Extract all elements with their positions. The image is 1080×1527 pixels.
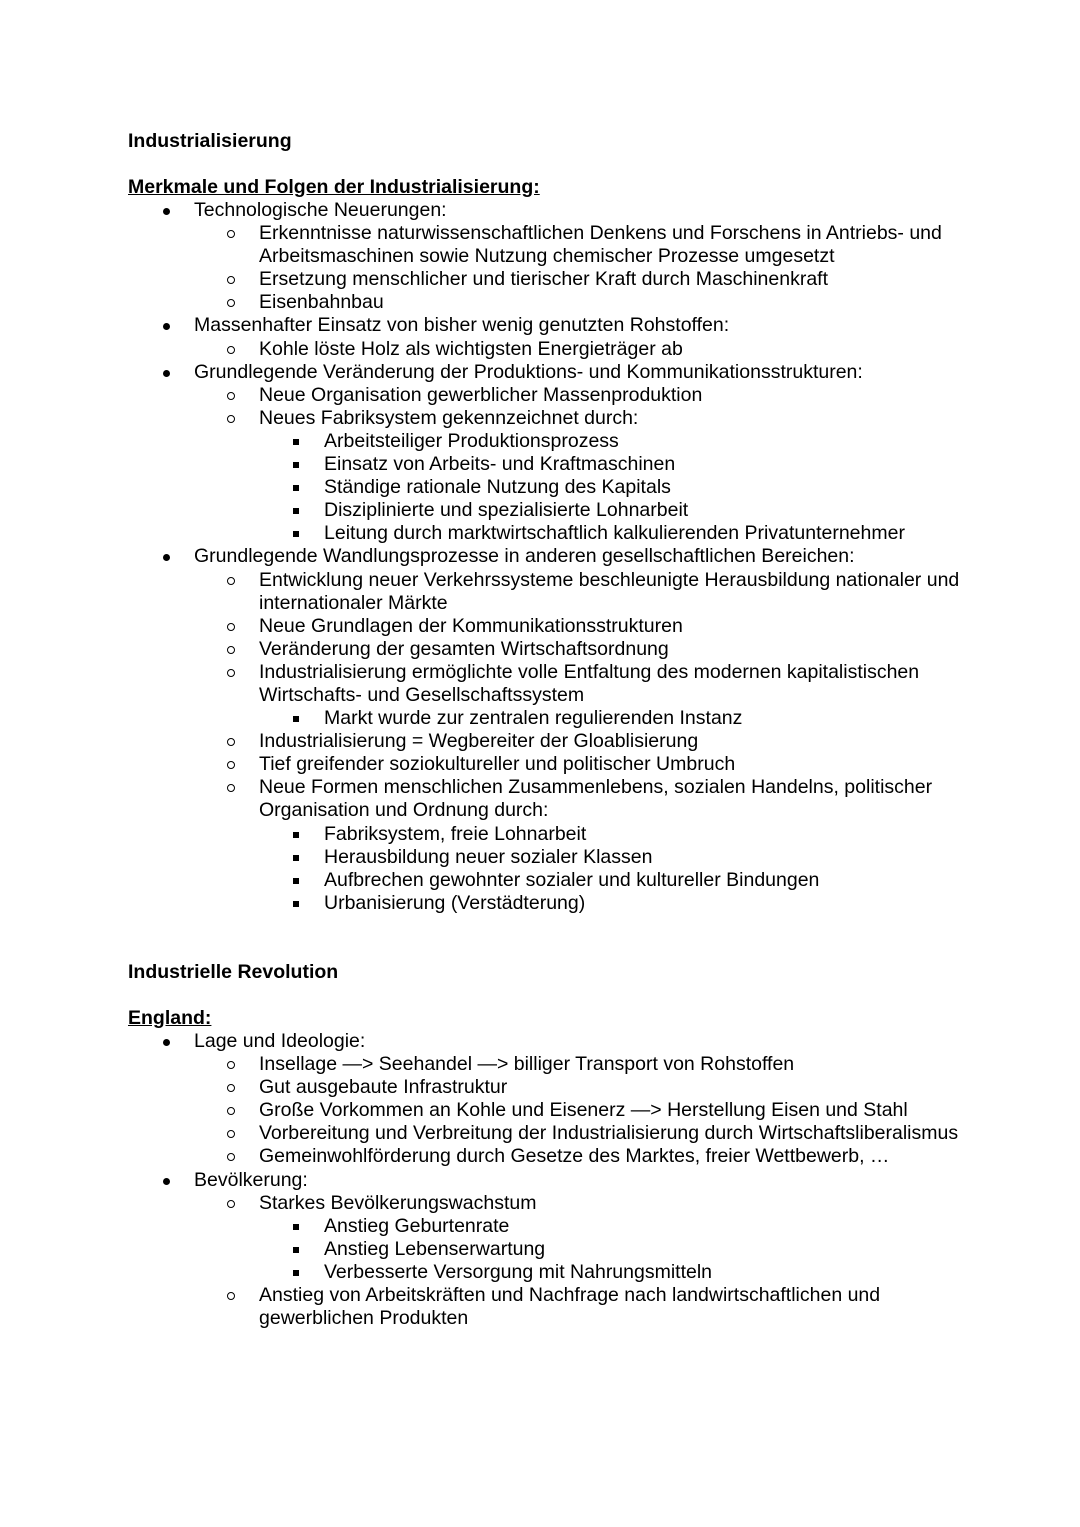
list-item <box>0 869 1080 892</box>
bullet-circle-icon <box>227 415 235 423</box>
bullet-square-icon <box>293 832 299 838</box>
list-item <box>0 638 1080 661</box>
bullet-circle-icon <box>227 1084 235 1092</box>
subtitle-merkmale-und-folgen: Merkmale und Folgen der Industrialisierung: <box>128 176 540 198</box>
bullet-circle-icon <box>227 1200 235 1208</box>
list-item-text: Arbeitsteiliger Produktionsprozess <box>324 429 619 452</box>
list-item <box>0 545 1080 915</box>
list-item-text: Massenhafter Einsatz von bisher wenig genutzten Rohstoffen: <box>194 314 730 337</box>
list-item-text: Neue Organisation gewerblicher Massenproduktion <box>259 383 703 406</box>
list-item <box>0 384 1080 407</box>
list-item <box>0 1145 1080 1168</box>
bullet-circle-icon <box>227 1061 235 1069</box>
list-item <box>0 291 1080 314</box>
list-item-text: Urbanisierung (Verstädterung) <box>324 891 586 914</box>
bullet-disc-icon <box>163 208 170 215</box>
bullet-disc-icon <box>163 323 170 330</box>
list-item-text: Lage und Ideologie: <box>194 1030 366 1052</box>
list-item-text: Veränderung der gesamten Wirtschaftsordnung <box>259 637 669 660</box>
list-item-text: Entwicklung neuer Verkehrssysteme beschleunigte Herausbildung nationaler und internationaler Märkte <box>259 568 960 614</box>
bullet-circle-icon <box>227 1107 235 1115</box>
bullet-square-icon <box>293 901 299 907</box>
bullet-circle-icon <box>227 623 235 631</box>
list-item <box>0 1099 1080 1122</box>
list-item-text: Gemeinwohlförderung durch Gesetze des Marktes, freier Wettbewerb, … <box>259 1145 890 1168</box>
bullet-circle-icon <box>227 577 235 585</box>
list-item-text: Starkes Bevölkerungswachstum <box>259 1191 537 1214</box>
bullet-square-icon <box>293 462 299 468</box>
list-item-text: Technologische Neuerungen: <box>194 199 447 221</box>
list-item <box>0 1053 1080 1076</box>
bullet-circle-icon <box>227 669 235 677</box>
bullet-list-level-1 <box>0 199 1080 915</box>
bullet-list-level-2 <box>0 1192 1080 1331</box>
bullet-square-icon <box>293 531 299 537</box>
list-item <box>0 1238 1080 1261</box>
subtitle-england: England: <box>128 1007 212 1029</box>
list-item <box>0 1215 1080 1238</box>
list-item-text: Disziplinierte und spezialisierte Lohnarbeit <box>324 499 689 522</box>
list-item-text: Verbesserte Versorgung mit Nahrungsmitteln <box>324 1260 713 1283</box>
list-item-text: Eisenbahnbau <box>259 291 384 314</box>
bullet-list-level-2 <box>0 222 1080 314</box>
list-item <box>0 1261 1080 1284</box>
list-item-text: Industrialisierung = Wegbereiter der Gloablisierung <box>259 730 699 753</box>
bullet-disc-icon <box>163 370 170 377</box>
list-item-text: Ersetzung menschlicher und tierischer Kraft durch Maschinenkraft <box>259 268 829 291</box>
list-item <box>0 753 1080 776</box>
bullet-square-icon <box>293 1270 299 1276</box>
bullet-square-icon <box>293 1247 299 1253</box>
list-item-text: Neue Grundlagen der Kommunikationsstrukturen <box>259 614 683 637</box>
bullet-list-level-3 <box>0 707 1080 730</box>
bullet-list-level-1 <box>0 1030 1080 1330</box>
list-item-text: Industrialisierung ermöglichte volle Entfaltung des modernen kapitalistischen Wirtschafts- und Gesellschaftssystem <box>259 660 920 706</box>
list-item-text: Kohle löste Holz als wichtigsten Energieträger ab <box>259 337 683 360</box>
list-item <box>0 661 1080 730</box>
list-item-text: Aufbrechen gewohnter sozialer und kultureller Bindungen <box>324 868 820 891</box>
list-item <box>0 407 1080 546</box>
list-item-text: Bevölkerung: <box>194 1168 308 1191</box>
list-item-text: Anstieg von Arbeitskräften und Nachfrage nach landwirtschaftlichen und gewerblichen Produkten <box>259 1284 881 1330</box>
list-item <box>0 1076 1080 1099</box>
list-item-text: Erkenntnisse naturwissenschaftlichen Denkens und Forschens in Antriebs- und Arbeitsmaschinen sowie Nutzung chemischer Prozesse umgesetzt <box>259 222 942 268</box>
bullet-list-level-2 <box>0 338 1080 361</box>
list-item <box>0 1030 1080 1169</box>
list-item-text: Anstieg Geburtenrate <box>324 1214 510 1237</box>
bullet-disc-icon <box>163 1178 170 1185</box>
list-item <box>0 222 1080 268</box>
list-item-text: Grundlegende Veränderung der Produktions- und Kommunikationsstrukturen: <box>194 360 863 383</box>
list-item <box>0 1169 1080 1331</box>
bullet-circle-icon <box>227 346 235 354</box>
bullet-circle-icon <box>227 646 235 654</box>
list-item <box>0 522 1080 545</box>
section-title-industrielle-revolution: Industrielle Revolution <box>128 961 339 983</box>
list-item-text: Anstieg Lebenserwartung <box>324 1237 546 1260</box>
bullet-list-level-2 <box>0 569 1080 915</box>
list-item-text: Insellage —> Seehandel —> billiger Transport von Rohstoffen <box>259 1053 795 1076</box>
bullet-list-level-2 <box>0 384 1080 546</box>
list-item-text: Neues Fabriksystem gekennzeichnet durch: <box>259 406 639 429</box>
bullet-square-icon <box>293 485 299 491</box>
list-item <box>0 476 1080 499</box>
list-item <box>0 338 1080 361</box>
list-item-text: Tief greifender soziokultureller und politischer Umbruch <box>259 753 736 776</box>
bullet-square-icon <box>293 508 299 514</box>
list-item-text: Vorbereitung und Verbreitung der Industrialisierung durch Wirtschaftsliberalismus <box>259 1122 959 1145</box>
section-title-industrialisierung: Industrialisierung <box>128 130 292 152</box>
bullet-disc-icon <box>163 1039 170 1046</box>
list-item <box>0 730 1080 753</box>
list-item-text: Grundlegende Wandlungsprozesse in anderen gesellschaftlichen Bereichen: <box>194 545 855 568</box>
list-item <box>0 892 1080 915</box>
list-item <box>0 707 1080 730</box>
list-england <box>0 1030 1080 1330</box>
list-item <box>0 823 1080 846</box>
list-item <box>0 615 1080 638</box>
bullet-circle-icon <box>227 230 235 238</box>
bullet-square-icon <box>293 878 299 884</box>
list-item <box>0 430 1080 453</box>
list-item <box>0 569 1080 615</box>
bullet-list-level-3 <box>0 430 1080 545</box>
list-item <box>0 268 1080 291</box>
list-item-text: Neue Formen menschlichen Zusammenlebens, sozialen Handelns, politischer Organisation und Ordnung durch: <box>259 776 933 822</box>
bullet-circle-icon <box>227 761 235 769</box>
bullet-circle-icon <box>227 299 235 307</box>
list-item-text: Gut ausgebaute Infrastruktur <box>259 1076 508 1099</box>
bullet-square-icon <box>293 1224 299 1230</box>
bullet-circle-icon <box>227 392 235 400</box>
bullet-circle-icon <box>227 276 235 284</box>
list-item <box>0 1192 1080 1284</box>
list-item-text: Herausbildung neuer sozialer Klassen <box>324 845 653 868</box>
list-item <box>0 846 1080 869</box>
list-item-text: Fabriksystem, freie Lohnarbeit <box>324 822 587 845</box>
list-item <box>0 314 1080 360</box>
bullet-square-icon <box>293 716 299 722</box>
list-item-text: Markt wurde zur zentralen regulierenden Instanz <box>324 707 743 730</box>
list-item <box>0 361 1080 546</box>
bullet-list-level-3 <box>0 1215 1080 1284</box>
bullet-circle-icon <box>227 738 235 746</box>
list-item <box>0 499 1080 522</box>
list-item <box>0 1284 1080 1330</box>
list-item-text: Einsatz von Arbeits- und Kraftmaschinen <box>324 453 676 476</box>
bullet-list-level-2 <box>0 1053 1080 1168</box>
list-item-text: Große Vorkommen an Kohle und Eisenerz —> Herstellung Eisen und Stahl <box>259 1099 908 1122</box>
bullet-disc-icon <box>163 554 170 561</box>
list-item <box>0 1122 1080 1145</box>
bullet-circle-icon <box>227 784 235 792</box>
bullet-square-icon <box>293 439 299 445</box>
list-item <box>0 199 1080 314</box>
list-item <box>0 776 1080 915</box>
list-item <box>0 453 1080 476</box>
list-industrialisierung <box>0 199 1080 915</box>
bullet-circle-icon <box>227 1292 235 1300</box>
bullet-square-icon <box>293 855 299 861</box>
bullet-list-level-3 <box>0 823 1080 915</box>
list-item-text: Ständige rationale Nutzung des Kapitals <box>324 476 671 499</box>
list-item-text: Leitung durch marktwirtschaftlich kalkulierenden Privatunternehmer <box>324 522 905 545</box>
bullet-circle-icon <box>227 1130 235 1138</box>
bullet-circle-icon <box>227 1153 235 1161</box>
